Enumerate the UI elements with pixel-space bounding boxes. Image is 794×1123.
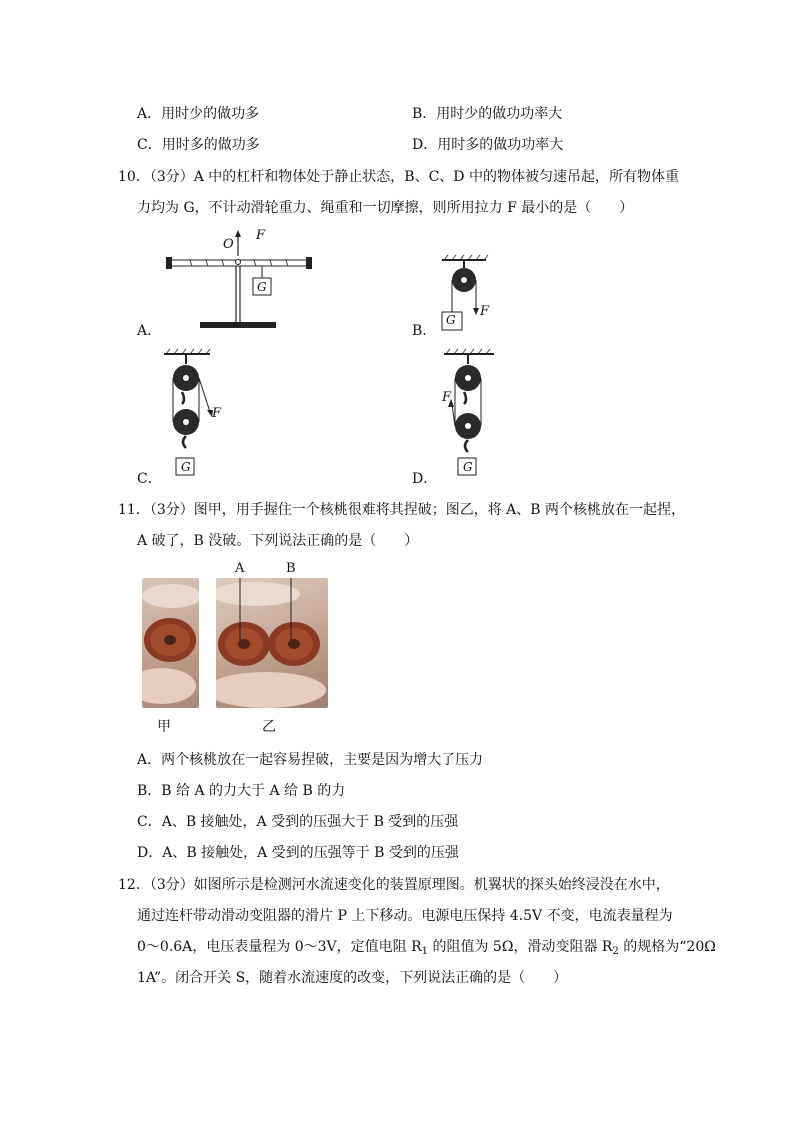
q12-stem-line2: 通过连杆带动滑动变阻器的滑片 P 上下移动。电源电压保持 4.5V 不变，电流表量程为 xyxy=(137,908,673,924)
q10-fig-d-label-f: F xyxy=(442,390,452,405)
q10-fig-label-a: A． xyxy=(137,323,162,339)
q10-fig-label-d: D． xyxy=(412,471,438,487)
q9-option-a: A．用时少的做功多 xyxy=(137,106,260,122)
q11-option-d: D．A、B 接触处，A 受到的压强等于 B 受到的压强 xyxy=(137,845,459,861)
q10-fig-b-label-f: F xyxy=(480,304,490,319)
q10-fig-c-label-f: F xyxy=(212,406,222,421)
q11-option-b: B．B 给 A 的力大于 A 给 B 的力 xyxy=(137,783,346,799)
q10-stem-line1: 10．（3分）A 中的杠杆和物体处于静止状态，B、C、D 中的物体被匀速吊起，所有物体重 xyxy=(118,169,679,185)
q12-stem-line4: 1A”。闭合开关 S，随着水流速度的改变，下列说法正确的是（ ） xyxy=(137,970,568,986)
q10-fig-c-label-g: G xyxy=(181,460,191,474)
q10-fig-a-label-o: O xyxy=(223,237,234,252)
q11-option-a: A．两个核桃放在一起容易捏破，主要是因为增大了压力 xyxy=(137,752,484,768)
q11-caption-jia: 甲 xyxy=(157,719,171,735)
q10-fig-label-b: B． xyxy=(412,323,437,339)
q11-stem-line1: 11．（3分）图甲，用手握住一个核桃很难将其捏破；图乙，将 A、B 两个核桃放在一起捏， xyxy=(118,502,686,518)
q10-fig-d-label-g: G xyxy=(463,460,473,474)
q10-fig-a-label-f: F xyxy=(256,228,266,243)
q9-option-b: B．用时少的做功功率大 xyxy=(412,106,563,122)
q10-fig-a-label-g: G xyxy=(257,280,267,294)
q9-option-d: D．用时多的做功功率大 xyxy=(412,137,564,153)
q9-option-c: C．用时多的做功多 xyxy=(137,137,260,153)
q11-stem-line2: A 破了，B 没破。下列说法正确的是（ ） xyxy=(137,533,419,549)
q11-caption-yi: 乙 xyxy=(262,719,276,735)
q10-fig-label-c: C． xyxy=(137,471,162,487)
q11-option-c: C．A、B 接触处，A 受到的压强大于 B 受到的压强 xyxy=(137,814,459,830)
q12-stem-line1: 12．（3分）如图所示是检测河水流速变化的装置原理图。机翼状的探头始终浸没在水中， xyxy=(118,877,670,893)
q10-fig-b-label-g: G xyxy=(446,313,456,327)
q11-photo-label-a: A xyxy=(235,561,245,576)
q12-stem-line3: 0～0.6A，电压表量程为 0～3V，定值电阻 $R_1$ 的阻值为 5Ω，滑动变阻器 $R_2$ 的规格为“20Ω xyxy=(137,939,716,957)
q10-stem-line2: 力均为 G，不计动滑轮重力、绳重和一切摩擦，则所用拉力 F 最小的是（ ） xyxy=(137,200,634,216)
q11-photo-label-b: B xyxy=(286,561,296,576)
